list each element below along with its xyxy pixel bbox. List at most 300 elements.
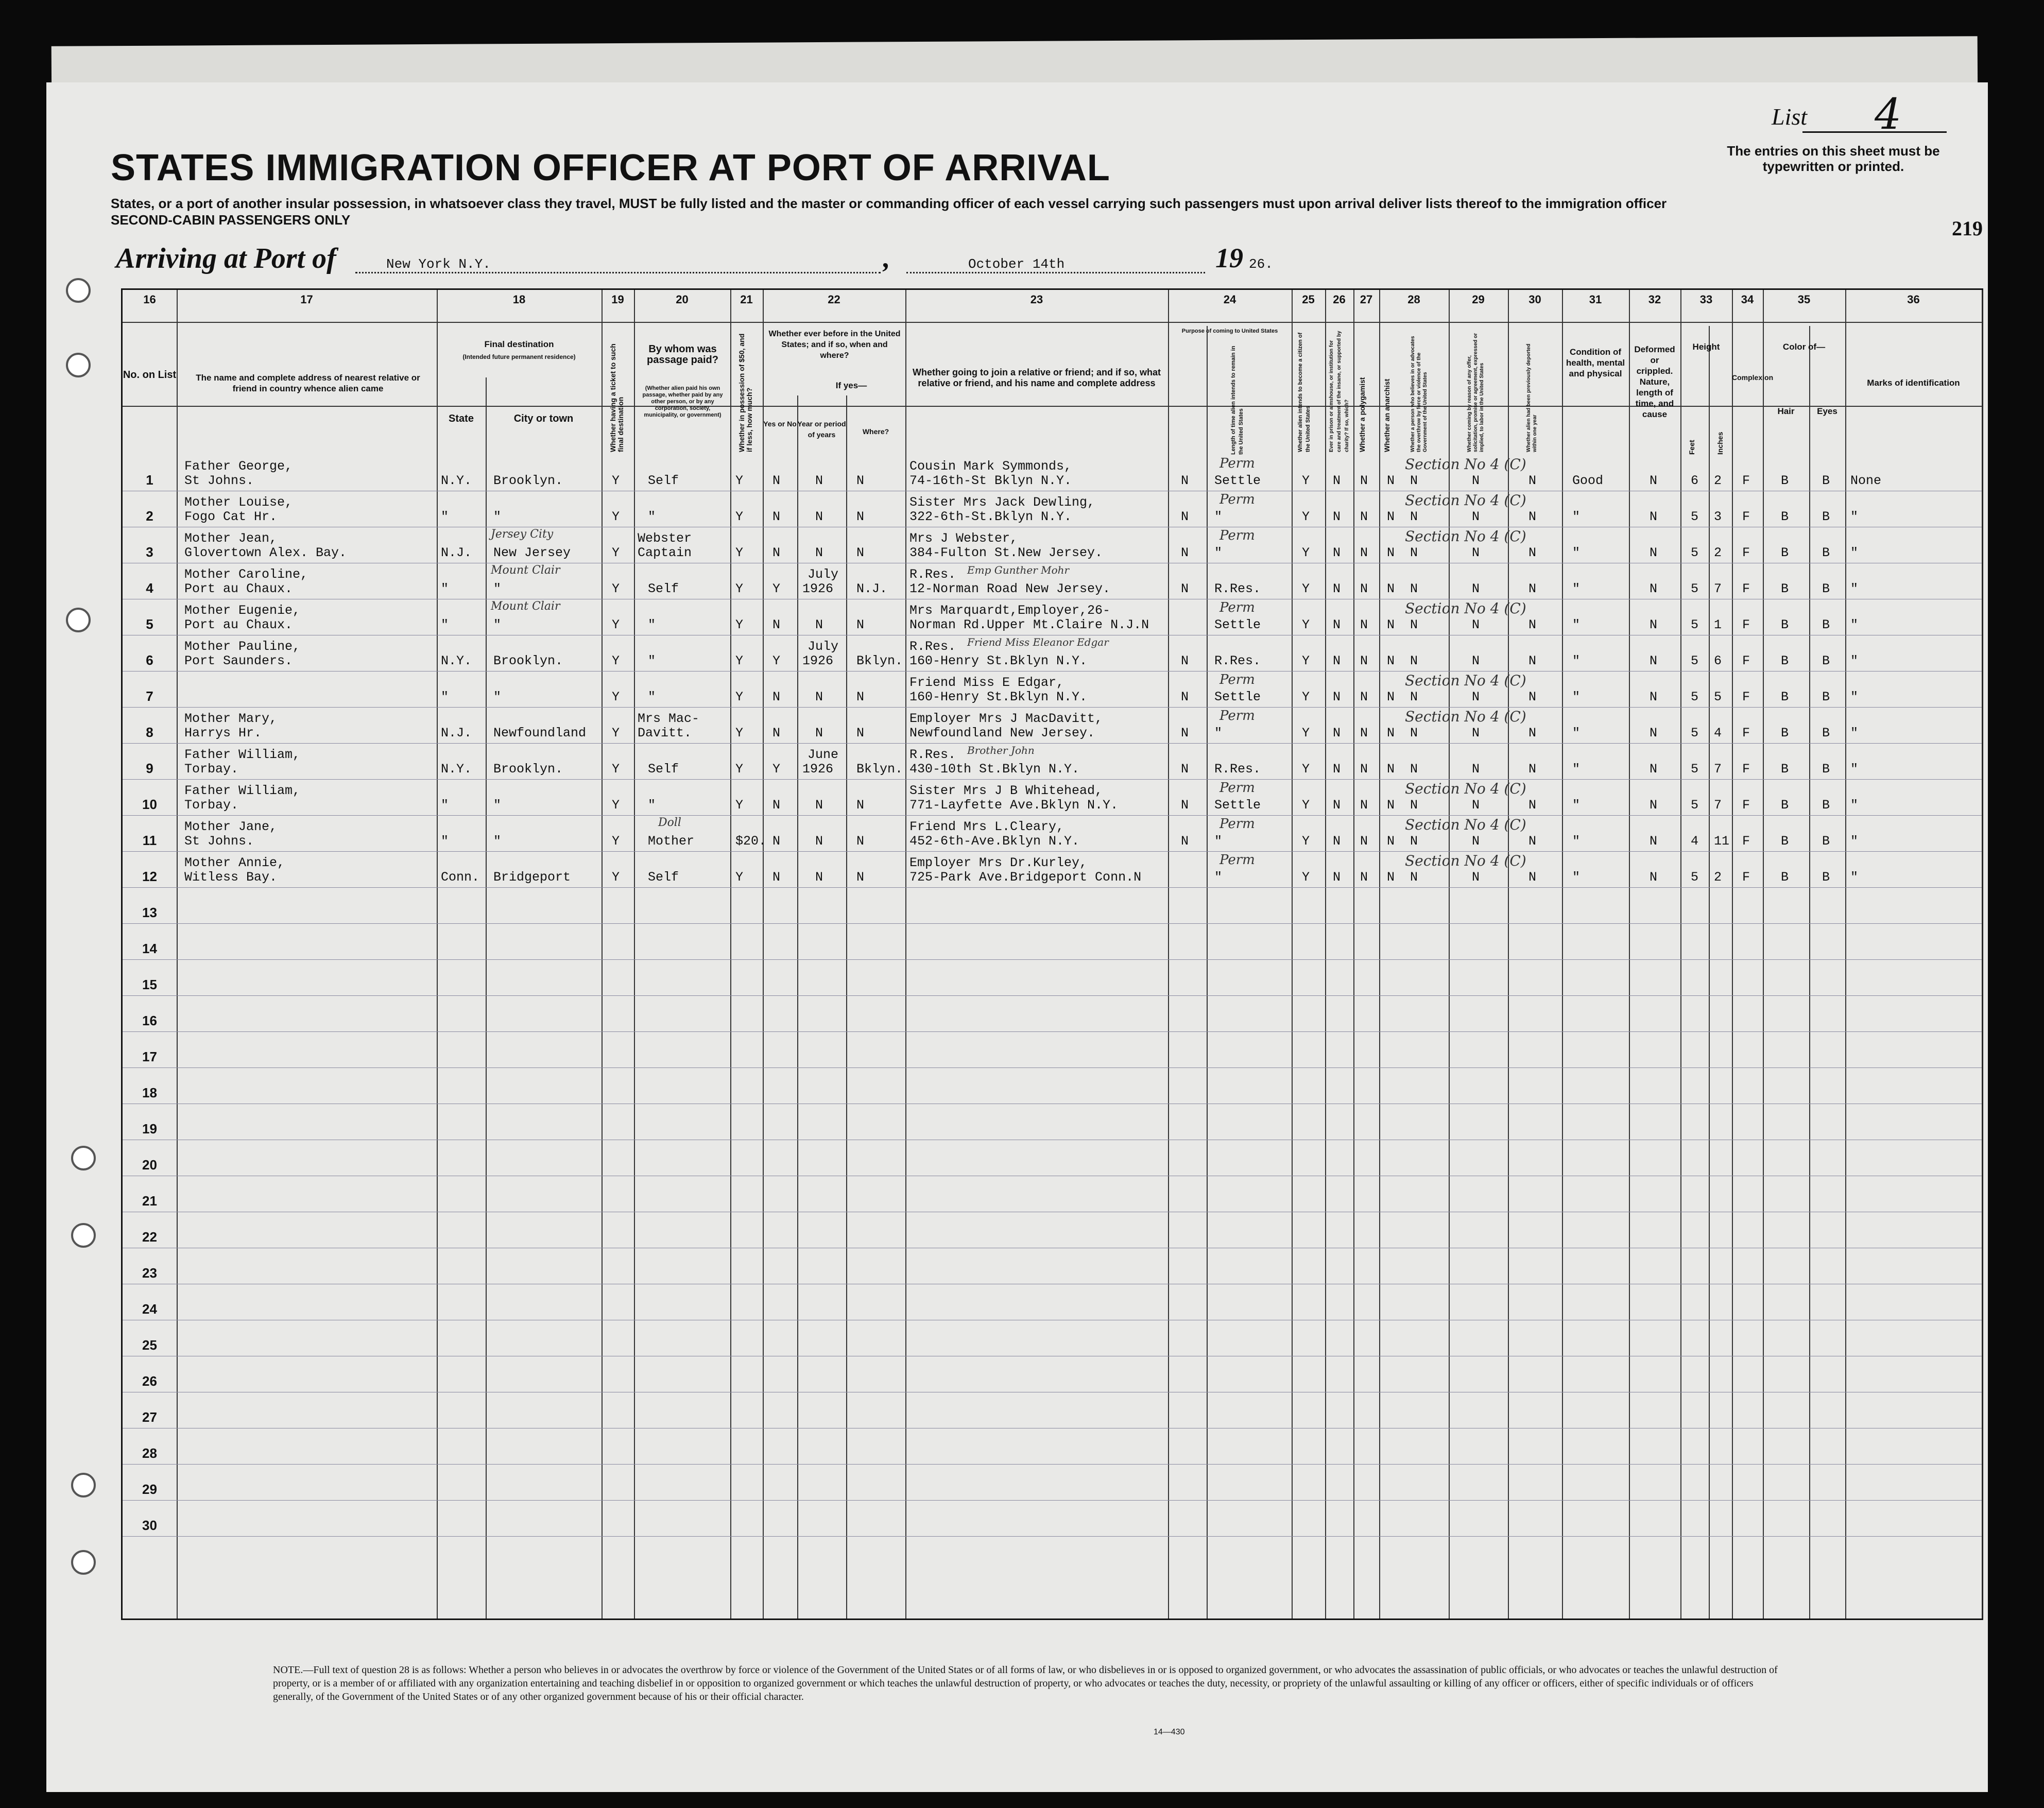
passage-paid: Self — [648, 762, 679, 777]
contract: N — [1472, 545, 1480, 560]
before: N — [772, 509, 781, 524]
deported: N — [1528, 762, 1537, 777]
eyes: B — [1822, 473, 1830, 488]
ticket: Y — [612, 870, 620, 885]
row-number: 2 — [146, 508, 153, 524]
row-number: 17 — [142, 1049, 157, 1064]
header-citizen: Whether alien intends to become a citizen of the United States — [1297, 332, 1311, 452]
row-number: 25 — [142, 1337, 157, 1353]
fifty: Y — [735, 870, 744, 885]
contract: N — [1472, 581, 1480, 596]
marks: " — [1850, 545, 1859, 560]
citizen: Y — [1302, 545, 1310, 560]
row-number: 9 — [146, 761, 153, 776]
polygamist: N — [1360, 762, 1368, 777]
col-num: 18 — [512, 293, 526, 306]
citizen: Y — [1302, 509, 1310, 524]
header-color-of: Color of— — [1782, 342, 1826, 352]
before: N — [772, 798, 781, 813]
prison: N — [1333, 545, 1341, 560]
length-of-stay: " — [1214, 545, 1223, 560]
header-eyes: Eyes — [1817, 406, 1837, 416]
complexion: F — [1742, 798, 1750, 813]
city: Brooklyn. — [493, 762, 563, 777]
date-dotted-line — [906, 272, 1205, 273]
handwritten-perm: Perm — [1219, 528, 1255, 543]
height-inches: 1 — [1714, 617, 1722, 632]
ticket: Y — [612, 690, 620, 704]
passage-paid: Mrs Mac- — [638, 711, 700, 726]
joining-name: Employer Mrs Dr.Kurley, — [909, 855, 1088, 870]
eyes: B — [1822, 581, 1830, 596]
period: 1926 — [802, 653, 834, 668]
relative-name: Father William, — [184, 783, 301, 798]
col-num: 21 — [740, 293, 753, 306]
before: N — [772, 545, 781, 560]
period: N — [815, 617, 823, 632]
binder-hole-icon — [66, 353, 91, 377]
eyes: B — [1822, 690, 1830, 704]
col-num: 35 — [1797, 293, 1811, 306]
deformed: N — [1650, 581, 1658, 596]
length-of-stay: " — [1214, 870, 1223, 885]
joining-name: R.Res. — [909, 747, 956, 762]
handwritten-section: Section No 4 (C) — [1405, 672, 1526, 689]
col-num: 33 — [1699, 293, 1713, 306]
period: N — [815, 726, 823, 741]
handwritten-paid: Doll — [658, 816, 681, 829]
binder-hole-icon — [71, 1550, 96, 1575]
passage-paid: Davitt. — [638, 726, 692, 741]
eyes: B — [1822, 545, 1830, 560]
prison: N — [1333, 473, 1341, 488]
state: " — [441, 617, 449, 632]
joining-address: Norman Rd.Upper Mt.Claire N.J.N — [909, 617, 1149, 632]
height-inches: 2 — [1714, 870, 1722, 885]
handwritten-perm: Perm — [1219, 852, 1255, 868]
handwritten-section: Section No 4 (C) — [1405, 708, 1526, 725]
row-divider — [123, 779, 1982, 780]
complexion: F — [1742, 726, 1750, 741]
row-number: 23 — [142, 1265, 157, 1281]
passage-paid: " — [648, 617, 656, 632]
ticket: Y — [612, 762, 620, 777]
row-number: 16 — [142, 1013, 157, 1028]
contract: N — [1472, 834, 1480, 849]
contract: N — [1472, 473, 1480, 488]
deformed: N — [1650, 798, 1658, 813]
height-feet: 5 — [1691, 726, 1699, 741]
header-final-destination: Final destination — [484, 339, 554, 349]
col-num: 30 — [1528, 293, 1541, 306]
passage-paid: Webster — [638, 531, 692, 546]
row-number: 7 — [146, 688, 153, 704]
length-of-stay: " — [1214, 834, 1223, 849]
hair: B — [1781, 690, 1789, 704]
subtitle: States, or a port of another insular possession, in whatsoever class they travel, MUST be fully listed and the master or commanding officer of each vessel carrying such passengers must upon arrival deliver lists thereof to the immigration officer — [111, 196, 1667, 211]
row-number: 11 — [142, 833, 157, 848]
relative-name: Mother Caroline, — [184, 567, 308, 582]
height-inches: 2 — [1714, 545, 1722, 560]
city: Brooklyn. — [493, 473, 563, 488]
citizen: Y — [1302, 762, 1310, 777]
header-purpose: Purpose of coming to United States — [1181, 328, 1278, 334]
where: N — [856, 545, 865, 560]
joining-address: 384-Fulton St.New Jersey. — [909, 545, 1103, 560]
passage-paid: " — [648, 653, 656, 668]
handwritten-section: Section No 4 (C) — [1405, 528, 1526, 545]
height-feet: 6 — [1691, 473, 1699, 488]
relative-name: Mother Jean, — [184, 531, 278, 546]
city: Newfoundland — [493, 726, 587, 741]
header-deported: Whether alien had been previously deported within one year — [1526, 343, 1538, 452]
header-state: State — [449, 413, 474, 424]
marks: " — [1850, 653, 1859, 668]
header-hair: Hair — [1777, 406, 1795, 416]
state: N.Y. — [441, 653, 472, 668]
polygamist: N — [1360, 545, 1368, 560]
hair: B — [1781, 653, 1789, 668]
period: June — [808, 747, 839, 762]
contract: N — [1472, 509, 1480, 524]
header-where: Where? — [862, 427, 889, 436]
binder-hole-icon — [71, 1473, 96, 1497]
purpose: N — [1181, 509, 1189, 524]
polygamist: N — [1360, 473, 1368, 488]
joining-address: 12-Norman Road New Jersey. — [909, 581, 1111, 596]
overthrow: N — [1410, 726, 1418, 741]
passage-paid: " — [648, 509, 656, 524]
handwritten-join: Emp Gunther Mohr — [967, 564, 1070, 576]
health: " — [1572, 834, 1581, 849]
complexion: F — [1742, 581, 1750, 596]
health: " — [1572, 581, 1581, 596]
period: N — [815, 798, 823, 813]
handwritten-section: Section No 4 (C) — [1405, 600, 1526, 617]
overthrow: N — [1410, 798, 1418, 813]
anarchist: N — [1387, 834, 1395, 849]
height-inches: 4 — [1714, 726, 1722, 741]
row-divider — [123, 707, 1982, 708]
prison: N — [1333, 690, 1341, 704]
city: " — [493, 798, 502, 813]
overthrow: N — [1410, 762, 1418, 777]
length-of-stay: R.Res. — [1214, 762, 1261, 777]
height-inches: 7 — [1714, 798, 1722, 813]
health: " — [1572, 798, 1581, 813]
deported: N — [1528, 653, 1537, 668]
city: New Jersey — [493, 545, 571, 560]
relative-place: Witless Bay. — [184, 870, 278, 885]
purpose: N — [1181, 653, 1189, 668]
where: N — [856, 798, 865, 813]
state: N.Y. — [441, 762, 472, 777]
where: N — [856, 473, 865, 488]
header-height: Height — [1692, 342, 1720, 352]
joining-address: 160-Henry St.Bklyn N.Y. — [909, 653, 1088, 668]
length-of-stay: R.Res. — [1214, 581, 1261, 596]
height-feet: 5 — [1691, 617, 1699, 632]
eyes: B — [1822, 870, 1830, 885]
marks: " — [1850, 690, 1859, 704]
anarchist: N — [1387, 726, 1395, 741]
hair: B — [1781, 617, 1789, 632]
handwritten-perm: Perm — [1219, 816, 1255, 832]
purpose: N — [1181, 545, 1189, 560]
ticket: Y — [612, 509, 620, 524]
joining-address: Newfoundland New Jersey. — [909, 726, 1095, 741]
joining-address: 771-Layfette Ave.Bklyn N.Y. — [909, 798, 1119, 813]
fifty: Y — [735, 653, 744, 668]
height-inches: 6 — [1714, 653, 1722, 668]
col-num: 25 — [1302, 293, 1315, 306]
height-feet: 5 — [1691, 581, 1699, 596]
marks: " — [1850, 509, 1859, 524]
header-inches: Inches — [1716, 432, 1724, 455]
height-inches: 7 — [1714, 581, 1722, 596]
complexion: F — [1742, 473, 1750, 488]
row-number: 19 — [142, 1121, 157, 1137]
period: 1926 — [802, 762, 834, 777]
header-before: Whether ever before in the United States; and if so, when and where? — [768, 330, 901, 360]
deformed: N — [1650, 653, 1658, 668]
passage-paid: " — [648, 690, 656, 704]
row-number: 29 — [142, 1482, 157, 1497]
state: " — [441, 798, 449, 813]
col-num: 36 — [1907, 293, 1920, 306]
relative-name: Mother Jane, — [184, 819, 278, 834]
citizen: Y — [1302, 473, 1310, 488]
handwritten-city: Jersey City — [491, 528, 554, 541]
passage-paid: Mother — [648, 834, 695, 849]
eyes: B — [1822, 726, 1830, 741]
relative-place: Torbay. — [184, 798, 239, 813]
handwritten-join: Brother John — [967, 744, 1035, 756]
row-number: 1 — [146, 472, 153, 488]
purpose: N — [1181, 726, 1189, 741]
binder-hole-icon — [71, 1223, 96, 1248]
prison: N — [1333, 762, 1341, 777]
eyes: B — [1822, 653, 1830, 668]
binder-hole-icon — [71, 1146, 96, 1170]
city: " — [493, 690, 502, 704]
length-of-stay: " — [1214, 726, 1223, 741]
relative-place: Port au Chaux. — [184, 617, 293, 632]
overthrow: N — [1410, 509, 1418, 524]
class-label: SECOND-CABIN PASSENGERS ONLY — [111, 212, 351, 228]
citizen: Y — [1302, 726, 1310, 741]
joining-address: 74-16th-St Bklyn N.Y. — [909, 473, 1072, 488]
polygamist: N — [1360, 581, 1368, 596]
citizen: Y — [1302, 690, 1310, 704]
row-number: 20 — [142, 1157, 157, 1173]
where: N — [856, 617, 865, 632]
height-feet: 5 — [1691, 870, 1699, 885]
row-divider — [123, 815, 1982, 816]
contract: N — [1472, 617, 1480, 632]
marks: " — [1850, 617, 1859, 632]
joining-address: 322-6th-St.Bklyn N.Y. — [909, 509, 1072, 524]
where: N.J. — [856, 581, 888, 596]
hair: B — [1781, 870, 1789, 885]
header-complexion: Complexion — [1732, 373, 1774, 382]
period: N — [815, 545, 823, 560]
hair: B — [1781, 473, 1789, 488]
eyes: B — [1822, 762, 1830, 777]
where: N — [856, 870, 865, 885]
state: N.J. — [441, 545, 472, 560]
row-number: 21 — [142, 1193, 157, 1209]
list-label: List — [1772, 104, 1808, 130]
prison: N — [1333, 726, 1341, 741]
relative-place: Glovertown Alex. Bay. — [184, 545, 347, 560]
fifty: Y — [735, 509, 744, 524]
period: N — [815, 870, 823, 885]
list-underline — [1802, 131, 1947, 133]
fifty: Y — [735, 762, 744, 777]
prison: N — [1333, 798, 1341, 813]
deformed: N — [1650, 870, 1658, 885]
height-feet: 5 — [1691, 798, 1699, 813]
col-num: 31 — [1589, 293, 1602, 306]
joining-name: R.Res. — [909, 639, 956, 654]
joining-name: Mrs J Webster, — [909, 531, 1018, 546]
marks: " — [1850, 834, 1859, 849]
overthrow: N — [1410, 834, 1418, 849]
header-polygamist: Whether a polygamist — [1358, 377, 1366, 452]
header-overthrow: Whether a person who believes in or advocates the overthrow by force or violence of the Government of the United States — [1410, 336, 1428, 452]
ticket: Y — [612, 726, 620, 741]
deformed: N — [1650, 690, 1658, 704]
length-of-stay: Settle — [1214, 473, 1261, 488]
header-no-on-list: No. on List — [123, 369, 177, 381]
state: Conn. — [441, 870, 480, 885]
length-of-stay: Settle — [1214, 690, 1261, 704]
hair: B — [1781, 726, 1789, 741]
col-num: 32 — [1648, 293, 1661, 306]
length-of-stay: R.Res. — [1214, 653, 1261, 668]
citizen: Y — [1302, 834, 1310, 849]
handwritten-perm: Perm — [1219, 780, 1255, 796]
anarchist: N — [1387, 617, 1395, 632]
binder-hole-icon — [66, 278, 91, 303]
col-num: 26 — [1333, 293, 1346, 306]
row-divider — [123, 1464, 1982, 1465]
row-number: 28 — [142, 1445, 157, 1461]
header-length: Length of time alien intends to remain in the United States — [1230, 346, 1244, 455]
date-value: October 14th — [968, 256, 1065, 272]
hair: B — [1781, 545, 1789, 560]
before: Y — [772, 581, 781, 596]
col-num: 19 — [611, 293, 624, 306]
fifty: Y — [735, 473, 744, 488]
overthrow: N — [1410, 545, 1418, 560]
period: N — [815, 509, 823, 524]
handwritten-section: Section No 4 (C) — [1405, 816, 1526, 833]
marks: " — [1850, 870, 1859, 885]
fifty: Y — [735, 581, 744, 596]
ticket: Y — [612, 653, 620, 668]
height-inches: 7 — [1714, 762, 1722, 777]
period: July — [808, 639, 839, 654]
fifty: Y — [735, 726, 744, 741]
polygamist: N — [1360, 653, 1368, 668]
height-feet: 5 — [1691, 509, 1699, 524]
height-feet: 4 — [1691, 834, 1699, 849]
header-deformed: Deformed or crippled. Nature, length of time, and cause — [1634, 345, 1675, 419]
row-number: 18 — [142, 1085, 157, 1100]
port-value: New York N.Y. — [386, 256, 491, 272]
overthrow: N — [1410, 690, 1418, 704]
where: N — [856, 509, 865, 524]
period: 1926 — [802, 581, 834, 596]
purpose: N — [1181, 834, 1189, 849]
overthrow: N — [1410, 617, 1418, 632]
col-num: 22 — [828, 293, 840, 306]
footnote: NOTE.—Full text of question 28 is as follows: Whether a person who believes in or advocates the overthrow by force or violence of the Government of the United States or of all forms of law, or who disbelieves in or is opposed to organized government, or who advocates the assassination of public officials, or who advocates or teaches the unlawful destruction of property, or is a member of or affiliated with any organization entertaining and teaching disbelief in or opposition to organized government or which teaches the unlawful destruction of property, or who advocates or teaches the duty, necessity, or propriety of the unlawful assaulting or killing of any officer or officers, either of specific individuals or of officers generally, of the Government of the United States or of any other organized government because of his or their official character. — [273, 1664, 1778, 1702]
anarchist: N — [1387, 798, 1395, 813]
row-number: 24 — [142, 1301, 157, 1317]
before: N — [772, 726, 781, 741]
joining-name: Employer Mrs J MacDavitt, — [909, 711, 1103, 726]
polygamist: N — [1360, 726, 1368, 741]
before: N — [772, 473, 781, 488]
col-num: 27 — [1360, 293, 1373, 306]
ticket: Y — [612, 581, 620, 596]
health: " — [1572, 762, 1581, 777]
overthrow: N — [1410, 473, 1418, 488]
city: Bridgeport — [493, 870, 571, 885]
polygamist: N — [1360, 617, 1368, 632]
binder-hole-icon — [66, 608, 91, 632]
deformed: N — [1650, 834, 1658, 849]
row-divider — [123, 743, 1982, 744]
height-inches: 3 — [1714, 509, 1722, 524]
joining-address: 725-Park Ave.Bridgeport Conn.N — [909, 870, 1142, 885]
contract: N — [1472, 762, 1480, 777]
handwritten-perm: Perm — [1219, 708, 1255, 724]
anarchist: N — [1387, 545, 1395, 560]
where: N — [856, 834, 865, 849]
before: N — [772, 617, 781, 632]
period: N — [815, 834, 823, 849]
period: N — [815, 690, 823, 704]
height-feet: 5 — [1691, 690, 1699, 704]
header-if-yes: If yes— — [835, 381, 867, 390]
ticket: Y — [612, 834, 620, 849]
passage-paid: Self — [648, 473, 679, 488]
health: " — [1572, 545, 1581, 560]
ticket: Y — [612, 473, 620, 488]
relative-name: Mother Mary, — [184, 711, 278, 726]
joining-name: Cousin Mark Symmonds, — [909, 459, 1072, 474]
eyes: B — [1822, 798, 1830, 813]
health: " — [1572, 653, 1581, 668]
anarchist: N — [1387, 473, 1395, 488]
row-number: 10 — [142, 797, 157, 812]
row-divider — [123, 923, 1982, 924]
row-divider — [123, 1500, 1982, 1501]
handwritten-join: Friend Miss Eleanor Edgar — [967, 636, 1109, 648]
ticket: Y — [612, 798, 620, 813]
marks: " — [1850, 581, 1859, 596]
health: " — [1572, 726, 1581, 741]
deported: N — [1528, 473, 1537, 488]
row-divider — [123, 1031, 1982, 1032]
relative-place: Torbay. — [184, 762, 239, 777]
health: " — [1572, 870, 1581, 885]
purpose: N — [1181, 690, 1189, 704]
